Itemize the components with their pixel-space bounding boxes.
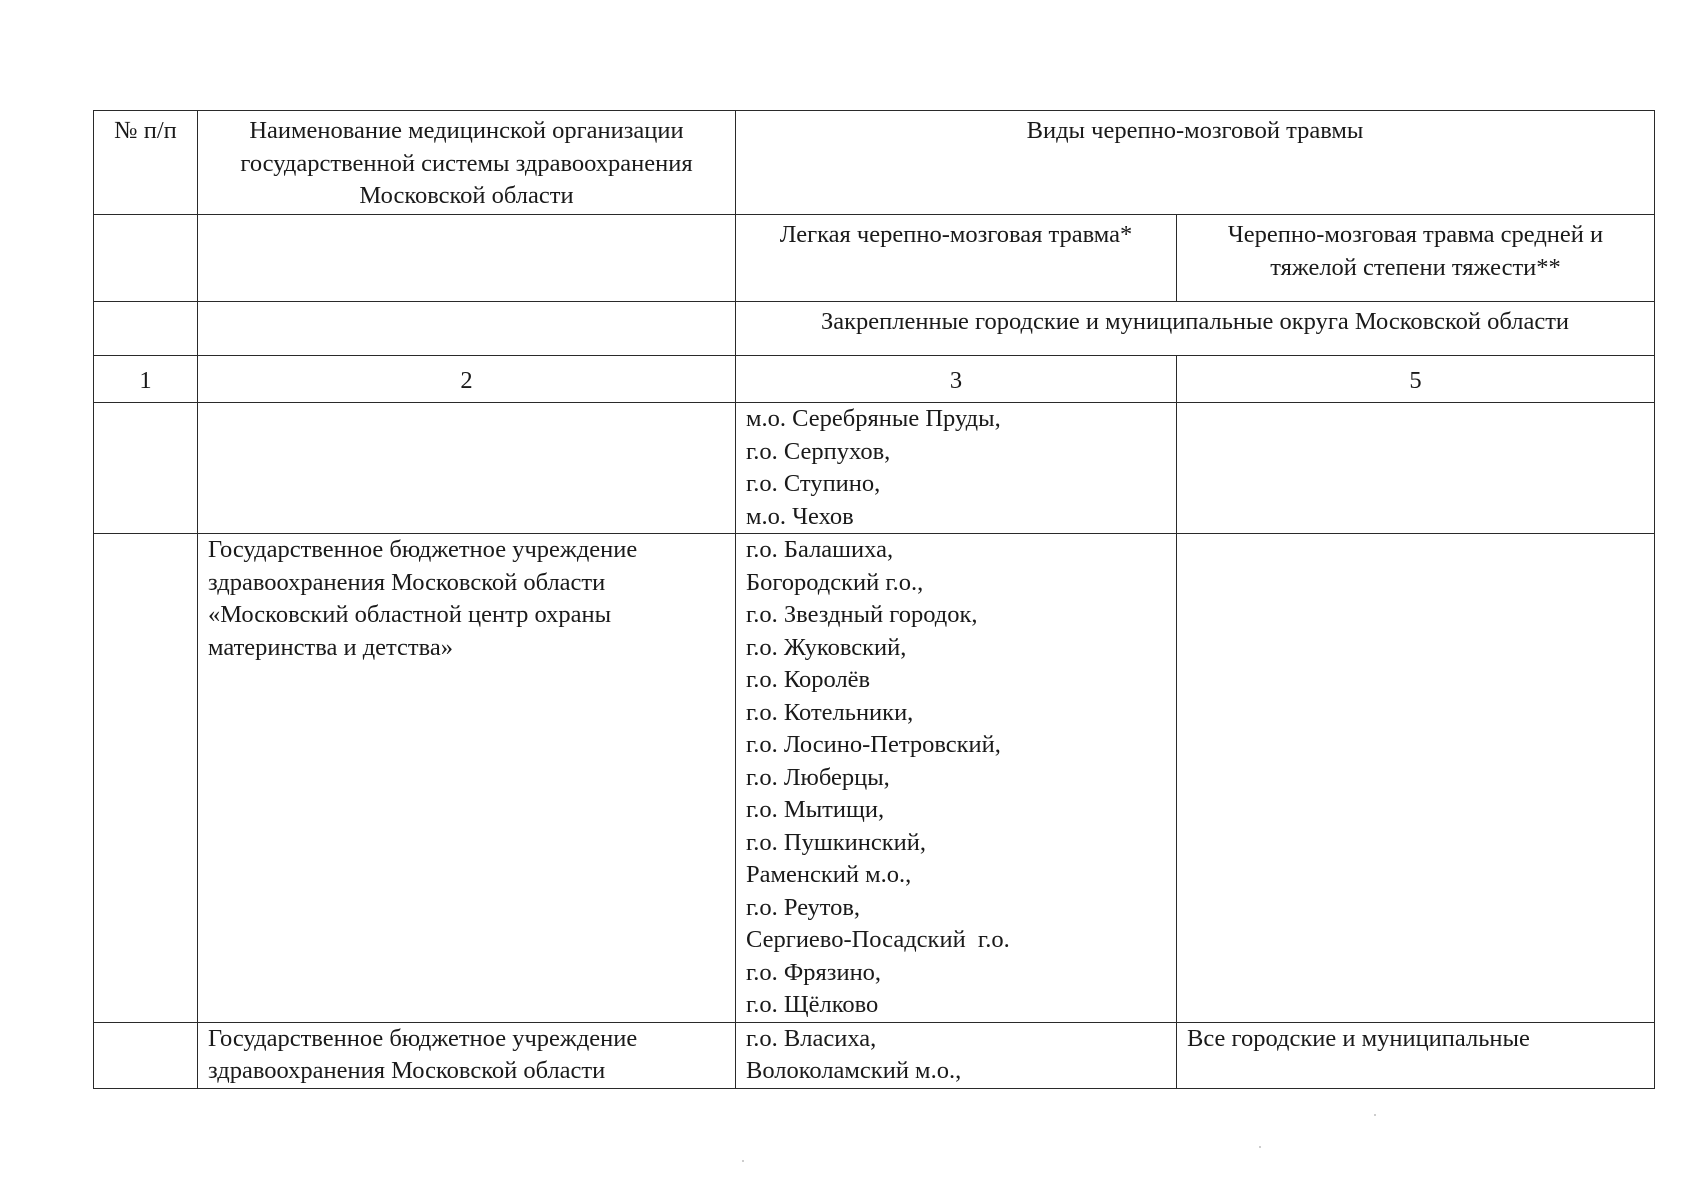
district-line: г.о. Ступино, [746, 470, 881, 497]
header-organization-cell [198, 111, 736, 215]
district-line: г.о. Балашиха, [746, 536, 894, 563]
district-line: г.о. Серпухов, [746, 437, 891, 465]
district-line: г.о. Реутов, [746, 893, 861, 921]
district-line: г.о. Пушкинский, [746, 828, 926, 856]
table-zone-row [94, 302, 1655, 356]
table-row [94, 1022, 1655, 1088]
row-light-trauma-cell [736, 534, 1177, 1023]
table-row [94, 534, 1655, 1023]
subheader-empty-cell-2 [198, 215, 736, 302]
district-line: Волоколамский м.о., [746, 1057, 962, 1084]
subheader-severe-trauma-label: Черепно-мозговая травма средней и тяжелой степени тяжести** [1227, 221, 1604, 281]
row-light-trauma-cell [736, 403, 1177, 534]
district-line: г.о. Королёв [746, 666, 871, 693]
district-line: Раменский м.о., [746, 861, 912, 888]
zone-assigned-districts-cell: Закрепленные городские и муниципальные округа Московской области [736, 302, 1655, 356]
district-line: Богородский г.о., [746, 568, 924, 596]
subheader-light-trauma-cell: Легкая черепно-мозговая травма* [736, 215, 1177, 302]
trauma-routing-table [93, 110, 1655, 1089]
column-number-3: 3 [736, 356, 1177, 403]
district-line: г.о. Жуковский, [746, 633, 907, 661]
district-line: г.о. Власиха, [746, 1024, 877, 1052]
column-number-4: 5 [1177, 356, 1655, 403]
organization-name: Государственное бюджетное учреждение здравоохранения Московской области «Московский областной центр охраны материнства и детства» [208, 536, 638, 661]
row-organization-cell [198, 1022, 736, 1088]
row-organization-cell [198, 403, 736, 534]
row-organization-cell [198, 534, 736, 1023]
table-header-row [94, 111, 1655, 215]
row-severe-trauma-cell [1177, 534, 1655, 1023]
header-number-cell: № п/п [94, 111, 198, 215]
district-line: м.о. Серебряные Пруды, [746, 405, 1001, 432]
subheader-empty-cell-1 [94, 215, 198, 302]
row-number-cell [94, 534, 198, 1023]
table-row [94, 403, 1655, 534]
scan-speck [742, 1160, 744, 1162]
row-severe-trauma-cell [1177, 403, 1655, 534]
district-line: г.о. Звездный городок, [746, 601, 978, 628]
scan-speck [1374, 1114, 1376, 1116]
district-line: г.о. Котельники, [746, 698, 914, 726]
row-number-cell [94, 1022, 198, 1088]
row-severe-trauma-cell: Все городские и муниципальные [1177, 1022, 1655, 1088]
district-line: г.о. Лосино-Петровский, [746, 731, 1001, 758]
district-line: м.о. Чехов [746, 502, 854, 530]
district-line: г.о. Фрязино, [746, 958, 882, 986]
zone-empty-cell-1 [94, 302, 198, 356]
district-line: г.о. Мытищи, [746, 796, 885, 823]
row-light-trauma-cell [736, 1022, 1177, 1088]
table-numbering-row [94, 356, 1655, 403]
scan-speck [1259, 1146, 1261, 1148]
header-organization-label: Наименование медицинской организации государственной системы здравоохранения Московской области [240, 117, 693, 209]
column-number-2: 2 [198, 356, 736, 403]
subheader-severe-trauma-cell [1177, 215, 1655, 302]
district-line: г.о. Щёлково [746, 991, 879, 1018]
table-subheader-row [94, 215, 1655, 302]
zone-empty-cell-2 [198, 302, 736, 356]
organization-name: Государственное бюджетное учреждение здравоохранения Московской области [208, 1024, 638, 1084]
row-number-cell [94, 403, 198, 534]
header-trauma-types-cell: Виды черепно-мозговой травмы [736, 111, 1655, 215]
district-line: Сергиево-Посадский г.о. [746, 926, 1010, 953]
district-line: г.о. Люберцы, [746, 763, 890, 791]
column-number-1: 1 [94, 356, 198, 403]
